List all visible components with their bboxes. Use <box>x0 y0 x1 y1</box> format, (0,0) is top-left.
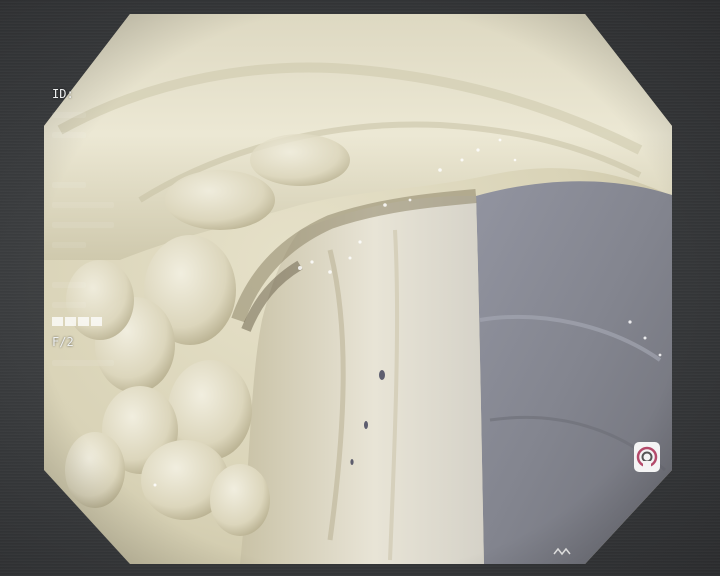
spacer <box>52 234 162 274</box>
patient-info-overlay <box>52 84 162 372</box>
redacted-field <box>52 274 162 294</box>
redacted-field <box>52 104 162 124</box>
spacer <box>52 124 162 174</box>
redacted-field <box>52 214 162 234</box>
id-label: ID: <box>52 87 74 101</box>
redacted-field <box>52 194 162 214</box>
redacted-field <box>52 352 162 372</box>
redacted-field <box>52 174 162 194</box>
speaker-ring-icon <box>632 440 662 474</box>
status-bars <box>52 312 162 332</box>
scope-marker-icon <box>552 546 572 556</box>
spacer <box>52 294 162 312</box>
pointer-label: F/2 <box>52 335 74 349</box>
